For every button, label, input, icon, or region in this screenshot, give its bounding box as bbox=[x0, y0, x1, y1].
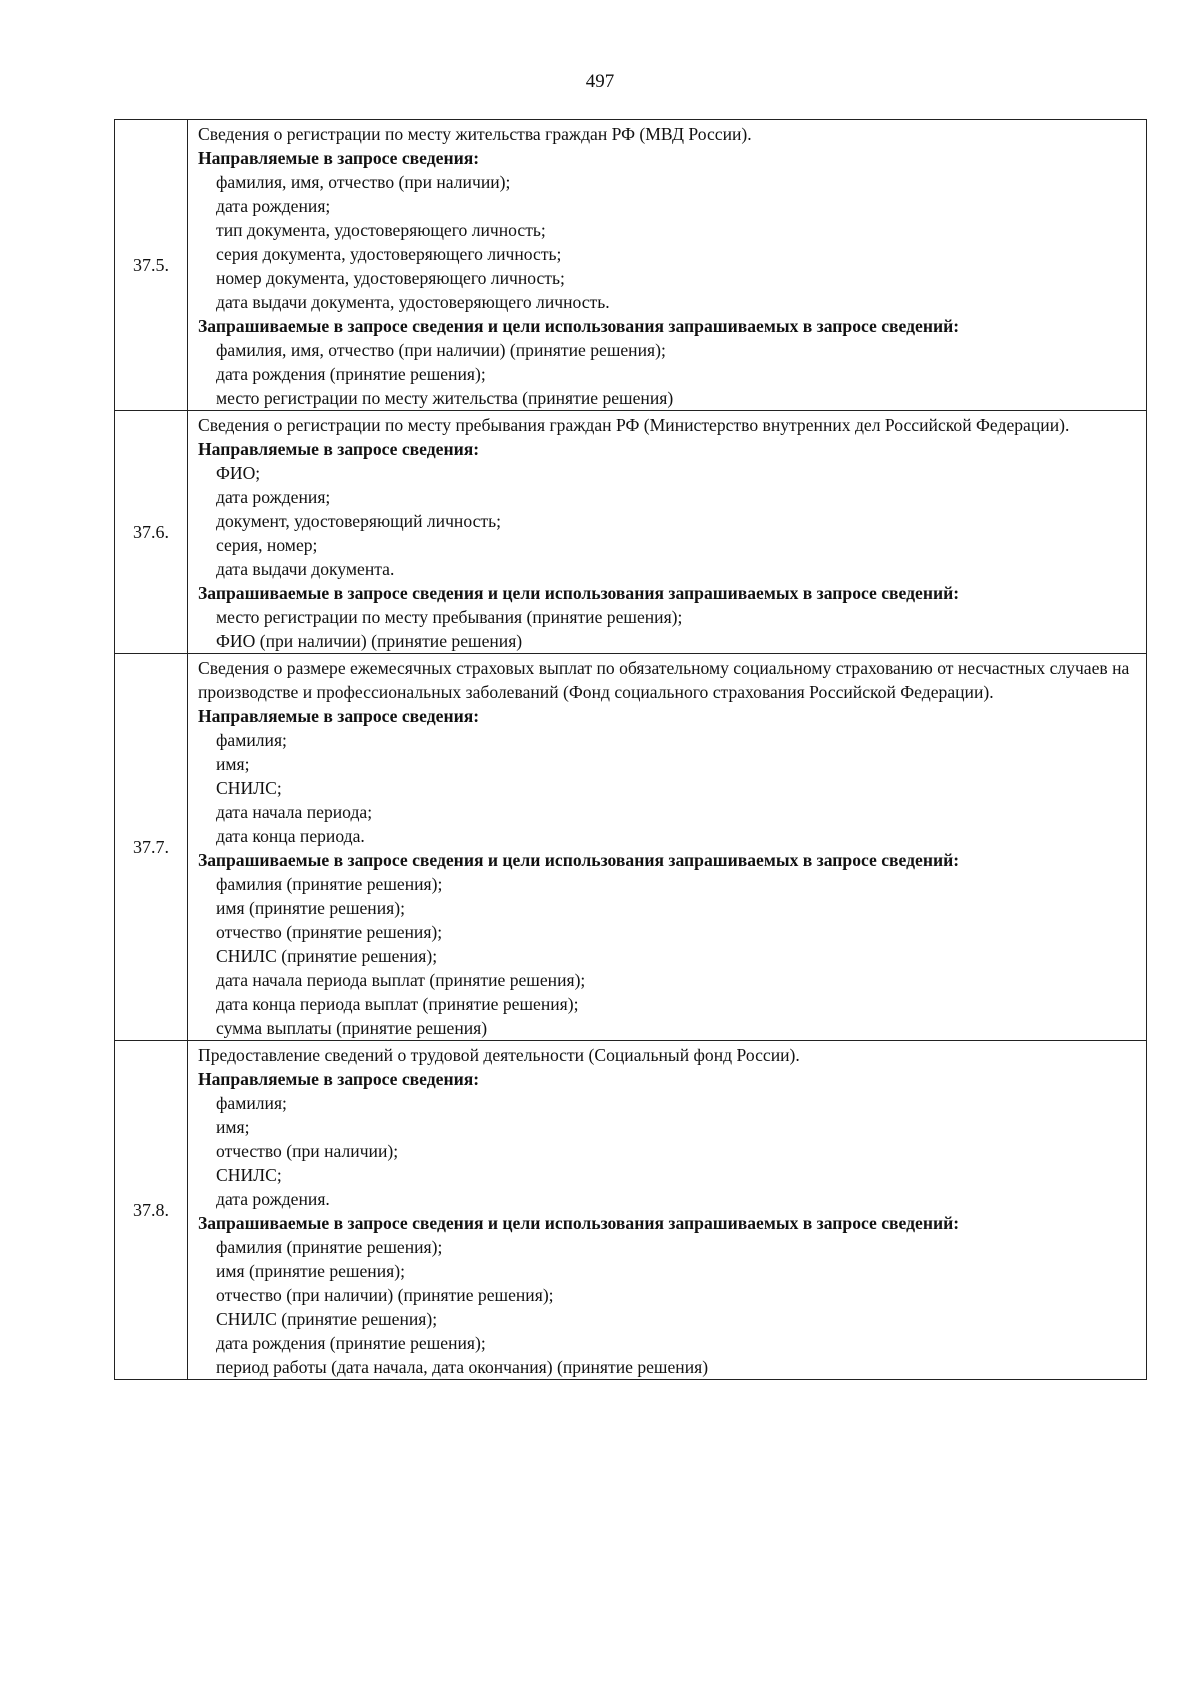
requested-item: дата конца периода выплат (принятие решения); bbox=[216, 994, 579, 1014]
requested-item: дата начала периода выплат (принятие решения); bbox=[216, 970, 586, 990]
row-number: 37.8. bbox=[115, 1041, 188, 1380]
requested-item: отчество (при наличии) (принятие решения); bbox=[216, 1285, 554, 1305]
requested-item: дата рождения (принятие решения); bbox=[216, 1333, 486, 1353]
row-title: Сведения о размере ежемесячных страховых выплат по обязательному социальному страхованию от несчастных случаев на производстве и профессиональных заболеваний (Фонд социального страхования Российской Федерации). bbox=[198, 658, 1130, 702]
sent-item: имя; bbox=[216, 754, 250, 774]
requested-item: период работы (дата начала, дата окончания) (принятие решения) bbox=[216, 1357, 709, 1377]
requested-item: дата рождения (принятие решения); bbox=[216, 364, 486, 384]
sent-item: фамилия; bbox=[216, 1093, 287, 1113]
sent-heading: Направляемые в запросе сведения: bbox=[198, 706, 480, 726]
sent-item: номер документа, удостоверяющего личность; bbox=[216, 268, 565, 288]
requested-heading: Запрашиваемые в запросе сведения и цели использования запрашиваемых в запросе сведений: bbox=[198, 850, 960, 870]
sent-item: документ, удостоверяющий личность; bbox=[216, 511, 501, 531]
row-number: 37.5. bbox=[115, 120, 188, 411]
requested-item: сумма выплаты (принятие решения) bbox=[216, 1018, 488, 1038]
table-row bbox=[115, 120, 1147, 411]
row-content bbox=[188, 654, 1147, 1041]
sent-heading: Направляемые в запросе сведения: bbox=[198, 1069, 480, 1089]
requested-item: СНИЛС (принятие решения); bbox=[216, 946, 438, 966]
sent-item: тип документа, удостоверяющего личность; bbox=[216, 220, 546, 240]
sent-item: дата конца периода. bbox=[216, 826, 365, 846]
row-number: 37.6. bbox=[115, 411, 188, 654]
sent-heading: Направляемые в запросе сведения: bbox=[198, 439, 480, 459]
data-table bbox=[114, 119, 1147, 1380]
row-title: Сведения о регистрации по месту пребывания граждан РФ (Министерство внутренних дел Российской Федерации). bbox=[198, 415, 1070, 435]
row-title: Сведения о регистрации по месту жительства граждан РФ (МВД России). bbox=[198, 124, 752, 144]
sent-item: дата рождения; bbox=[216, 487, 331, 507]
sent-item: фамилия, имя, отчество (при наличии); bbox=[216, 172, 511, 192]
table-row bbox=[115, 1041, 1147, 1380]
requested-heading: Запрашиваемые в запросе сведения и цели использования запрашиваемых в запросе сведений: bbox=[198, 583, 960, 603]
sent-item: дата рождения; bbox=[216, 196, 331, 216]
requested-item: СНИЛС (принятие решения); bbox=[216, 1309, 438, 1329]
requested-item: место регистрации по месту жительства (принятие решения) bbox=[216, 388, 674, 408]
row-content bbox=[188, 1041, 1147, 1380]
sent-item: дата начала периода; bbox=[216, 802, 373, 822]
sent-item: серия, номер; bbox=[216, 535, 318, 555]
requested-item: имя (принятие решения); bbox=[216, 1261, 405, 1281]
requested-heading: Запрашиваемые в запросе сведения и цели использования запрашиваемых в запросе сведений: bbox=[198, 1213, 960, 1233]
requested-item: фамилия, имя, отчество (при наличии) (принятие решения); bbox=[216, 340, 666, 360]
table-row bbox=[115, 411, 1147, 654]
sent-item: имя; bbox=[216, 1117, 250, 1137]
sent-item: серия документа, удостоверяющего личность; bbox=[216, 244, 562, 264]
requested-item: имя (принятие решения); bbox=[216, 898, 405, 918]
sent-item: СНИЛС; bbox=[216, 778, 282, 798]
page-number: 497 bbox=[585, 71, 615, 92]
sent-item: дата выдачи документа. bbox=[216, 559, 395, 579]
sent-item: дата рождения. bbox=[216, 1189, 330, 1209]
requested-heading: Запрашиваемые в запросе сведения и цели использования запрашиваемых в запросе сведений: bbox=[198, 316, 960, 336]
sent-item: фамилия; bbox=[216, 730, 287, 750]
sent-item: СНИЛС; bbox=[216, 1165, 282, 1185]
sent-item: ФИО; bbox=[216, 463, 261, 483]
sent-item: отчество (при наличии); bbox=[216, 1141, 399, 1161]
sent-item: дата выдачи документа, удостоверяющего личность. bbox=[216, 292, 610, 312]
sent-heading: Направляемые в запросе сведения: bbox=[198, 148, 480, 168]
requested-item: фамилия (принятие решения); bbox=[216, 1237, 443, 1257]
table-row bbox=[115, 654, 1147, 1041]
row-content bbox=[188, 411, 1147, 654]
requested-item: отчество (принятие решения); bbox=[216, 922, 443, 942]
requested-item: ФИО (при наличии) (принятие решения) bbox=[216, 631, 523, 651]
requested-item: место регистрации по месту пребывания (принятие решения); bbox=[216, 607, 683, 627]
row-number: 37.7. bbox=[115, 654, 188, 1041]
row-content bbox=[188, 120, 1147, 411]
requested-item: фамилия (принятие решения); bbox=[216, 874, 443, 894]
row-title: Предоставление сведений о трудовой деятельности (Социальный фонд России). bbox=[198, 1045, 800, 1065]
